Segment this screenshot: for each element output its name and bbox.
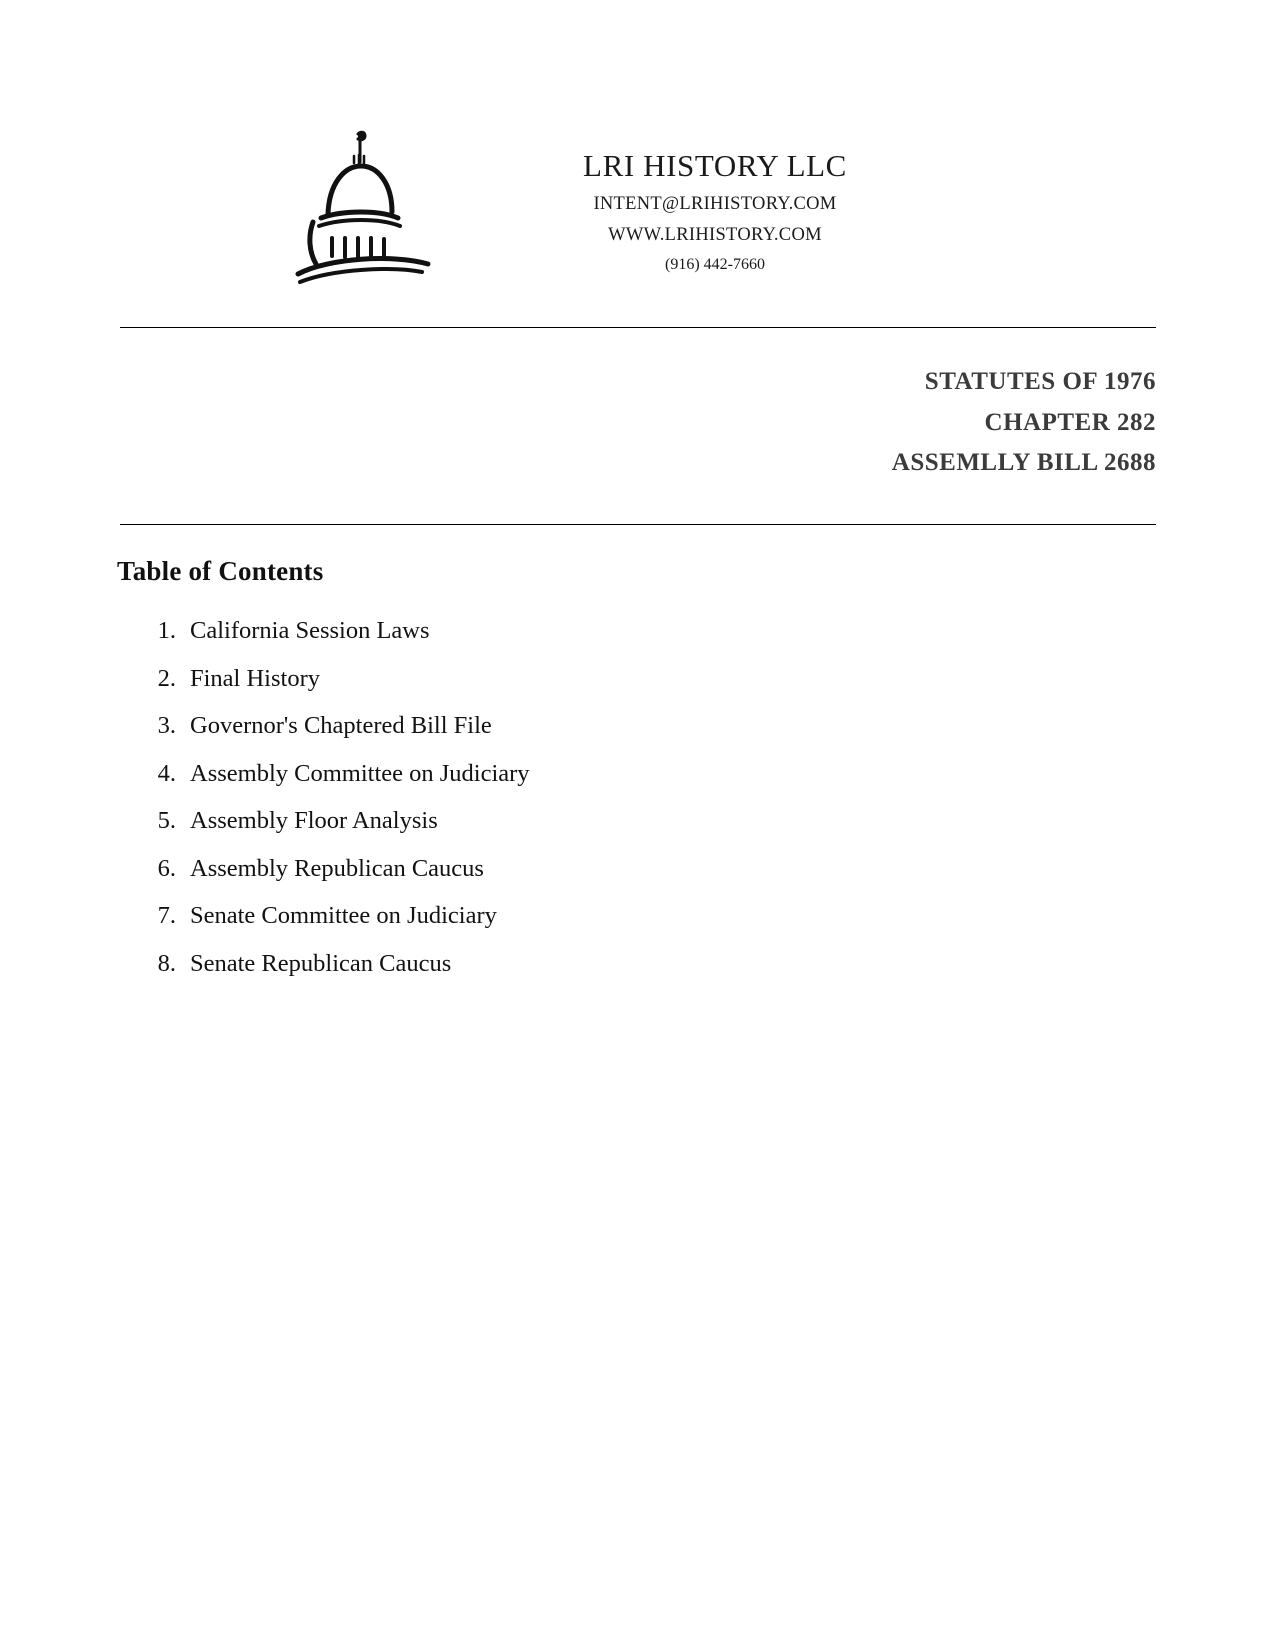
- company-name: LRI HISTORY LLC: [583, 148, 847, 183]
- table-of-contents-list: [140, 617, 1040, 997]
- list-item-number: 6.: [157, 854, 176, 882]
- document-title-block: [120, 362, 1156, 484]
- list-item-label: Final History: [190, 664, 320, 692]
- chapter-line: CHAPTER 282: [984, 408, 1156, 436]
- company-website: WWW.LRIHISTORY.COM: [608, 224, 822, 245]
- list-item-label: Assembly Committee on Judiciary: [190, 759, 530, 787]
- list-item-label: Senate Committee on Judiciary: [190, 902, 497, 929]
- bill-line: ASSEMLLY BILL 2688: [891, 449, 1156, 476]
- list-item: [140, 950, 1040, 998]
- statutes-line: STATUTES OF 1976: [924, 368, 1156, 395]
- company-info: [455, 148, 975, 274]
- list-item-label: Assembly Republican Caucus: [190, 854, 484, 882]
- company-email: INTENT@LRIHISTORY.COM: [593, 193, 837, 214]
- company-phone: (916) 442-7660: [665, 255, 765, 273]
- list-item-label: Assembly Floor Analysis: [190, 807, 438, 834]
- list-item: [140, 902, 1040, 950]
- list-item-label: Governor's Chaptered Bill File: [190, 712, 492, 739]
- list-item-number: 2.: [157, 664, 176, 692]
- table-of-contents-heading: Table of Contents: [117, 556, 324, 586]
- list-item: [140, 617, 1040, 665]
- list-item-label: California Session Laws: [190, 617, 430, 644]
- letterhead: [0, 118, 1276, 298]
- list-item: [140, 712, 1040, 760]
- divider-bottom: [120, 524, 1156, 525]
- list-item-number: 7.: [157, 902, 176, 929]
- divider-top: [120, 327, 1156, 328]
- list-item-number: 3.: [157, 712, 176, 739]
- list-item: [140, 665, 1040, 713]
- list-item: [140, 807, 1040, 855]
- list-item-number: 5.: [157, 807, 176, 834]
- list-item-label: Senate Republican Caucus: [190, 949, 452, 977]
- list-item: [140, 760, 1040, 808]
- list-item-number: 8.: [157, 949, 176, 977]
- capitol-dome-icon: [288, 126, 448, 291]
- list-item-number: 1.: [157, 617, 176, 644]
- list-item: [140, 855, 1040, 903]
- list-item-number: 4.: [157, 759, 176, 787]
